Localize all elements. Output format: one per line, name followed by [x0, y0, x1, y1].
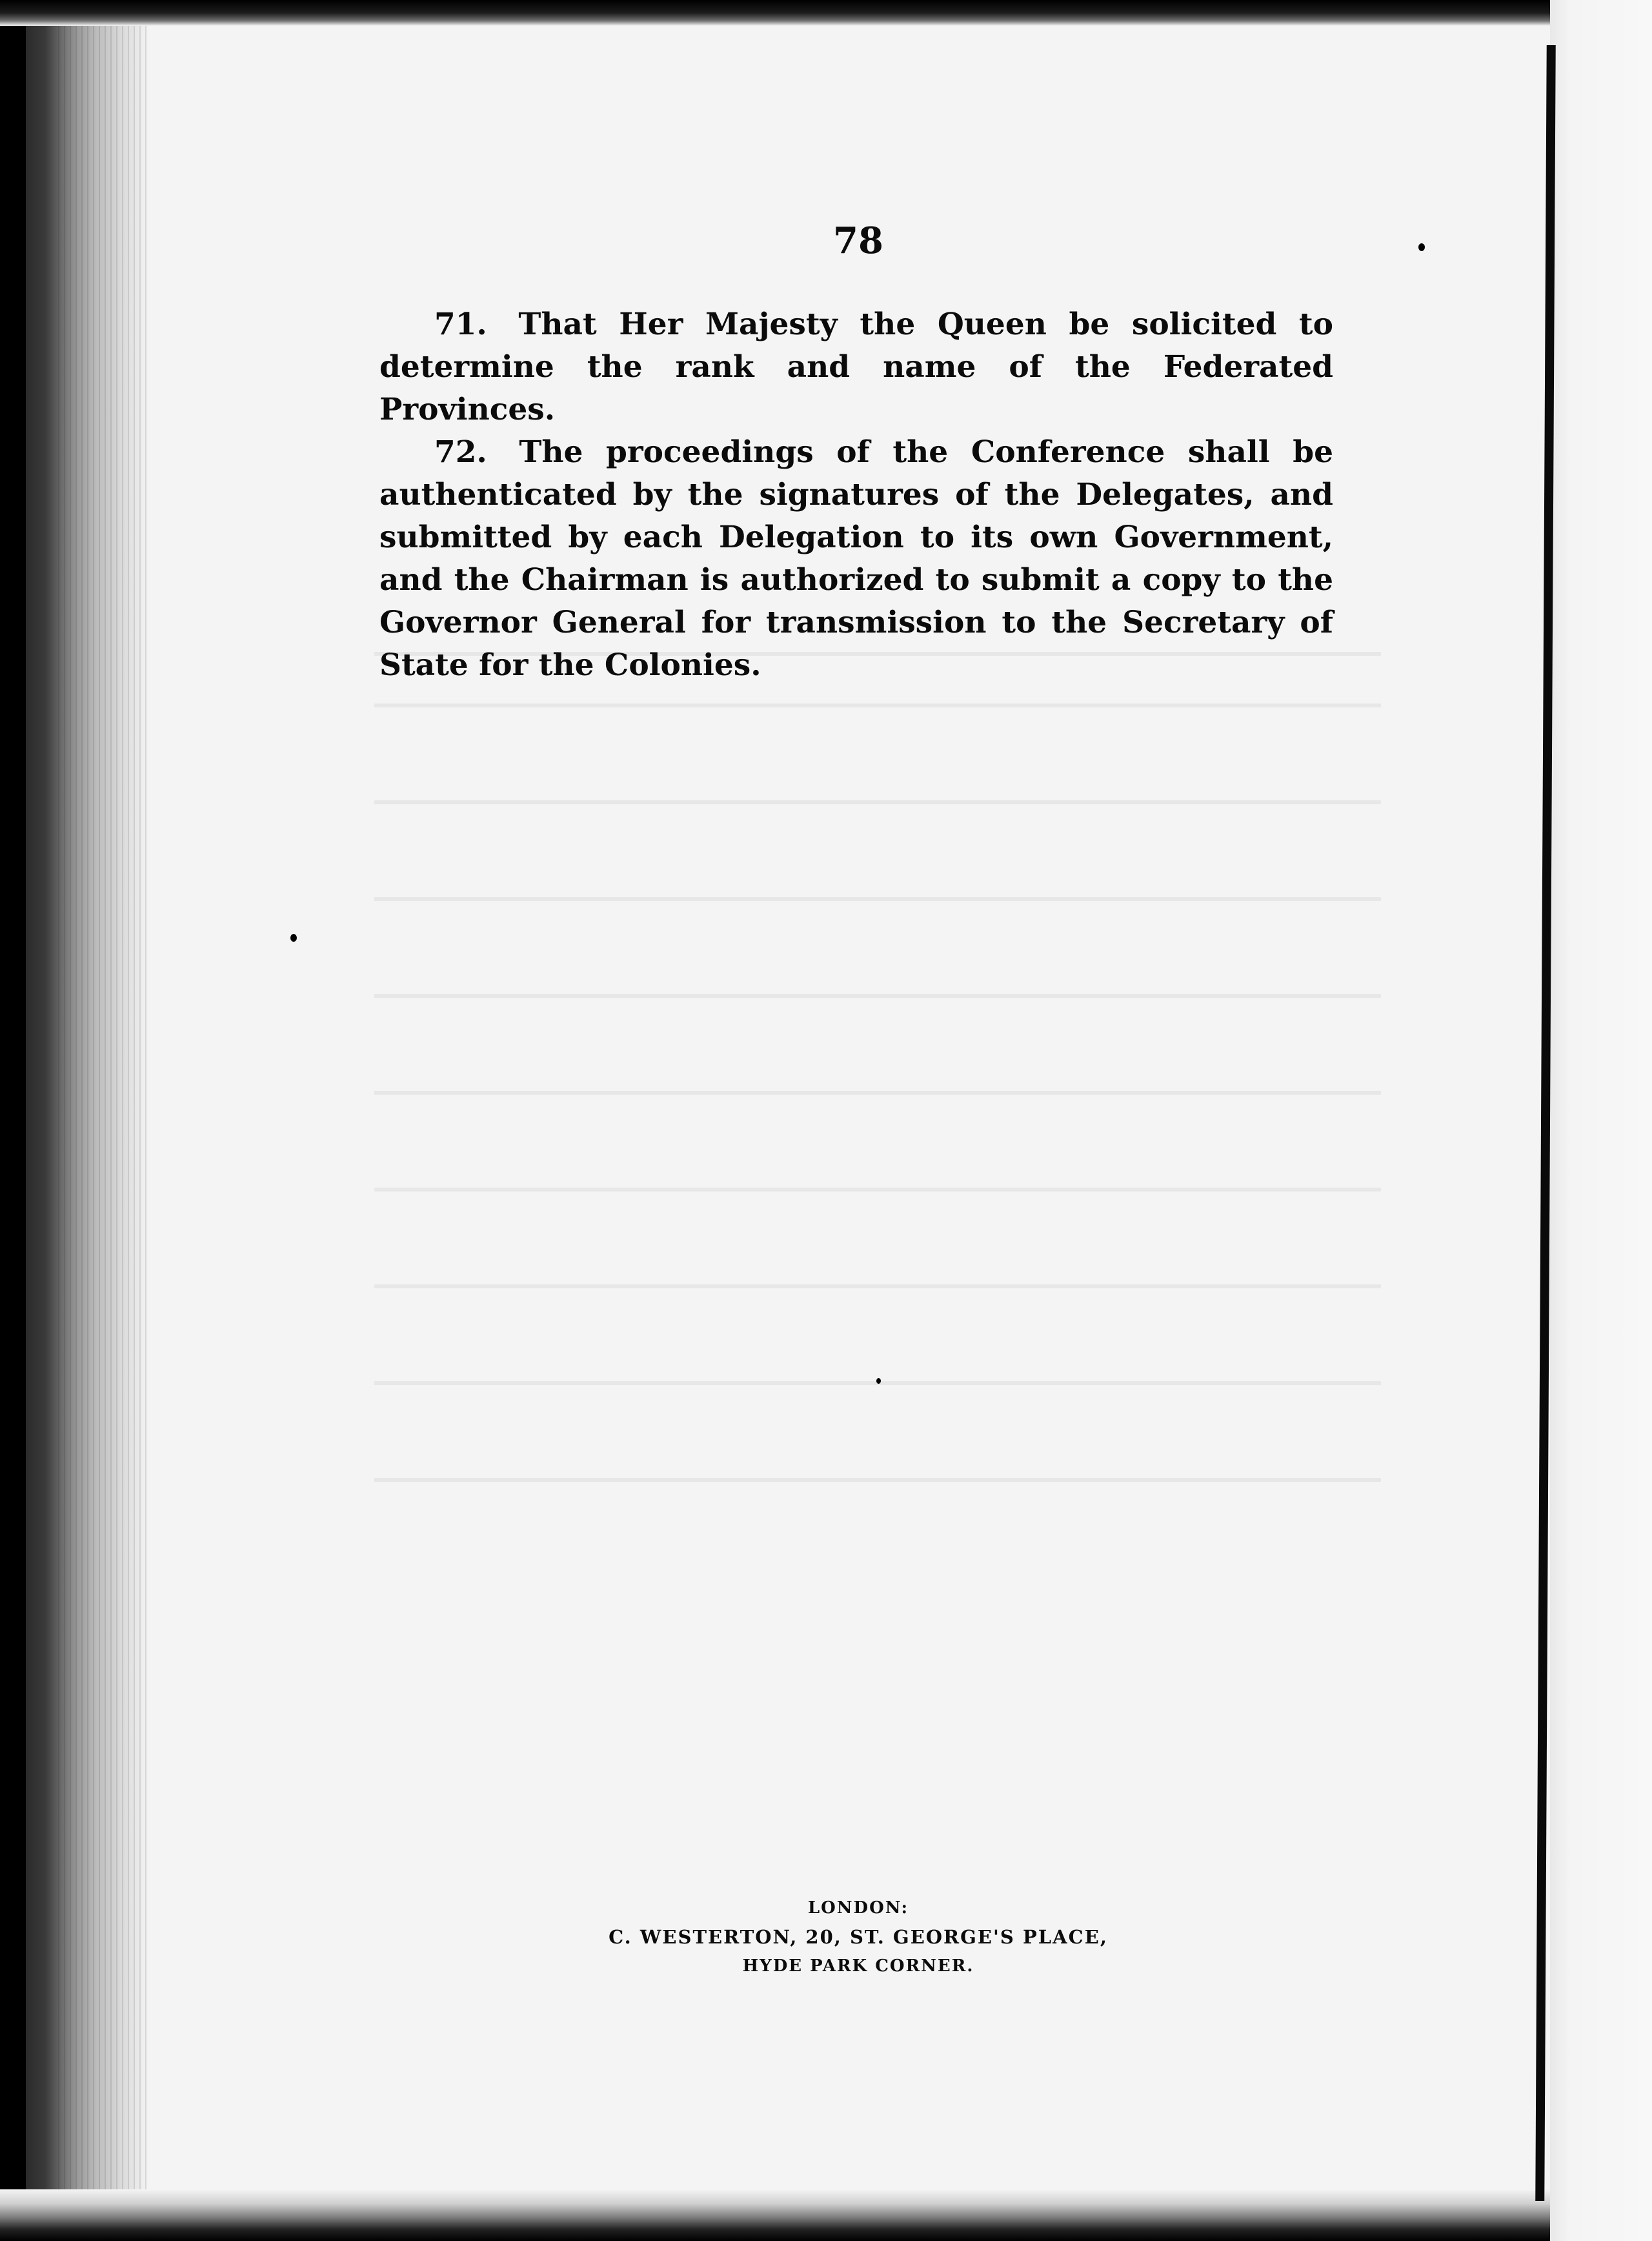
ink-speck	[876, 1378, 881, 1384]
scan-border-top	[0, 0, 1652, 26]
paragraph-text: That Her Majesty the Queen be solicited to determine the rank and name of the Federated Provinces.	[379, 307, 1333, 427]
colophon-address: HYDE PARK CORNER.	[742, 1956, 974, 1976]
bleed-through-line	[374, 1188, 1381, 1191]
colophon-printer: C. WESTERTON, 20, ST. GEORGE'S PLACE,	[609, 1926, 1108, 1948]
scan-border-bottom	[0, 2189, 1652, 2241]
bleed-through-line	[374, 1284, 1381, 1288]
page-number: 78	[833, 219, 883, 262]
bleed-through-line	[374, 1091, 1381, 1095]
bleed-through-line	[374, 994, 1381, 998]
paragraph-number: 71.	[434, 307, 487, 342]
ink-speck	[1418, 243, 1425, 251]
facing-page	[1550, 0, 1652, 2241]
bleed-through-line	[374, 1478, 1381, 1482]
ink-speck	[290, 934, 297, 942]
paragraph-text: The proceedings of the Conference shall be authenticated by the signatures of the Delegates, and submitted by each Delegation to its own Government, and the Chairman is authorized to submit a copy to the Governor General for transmission to the Secretary of State for the Colonies.	[379, 434, 1333, 683]
paragraph	[379, 303, 1333, 431]
bleed-through-line	[374, 800, 1381, 804]
scan-border-left	[0, 0, 26, 2241]
page-body	[379, 303, 1333, 687]
paragraph-number: 72.	[434, 434, 487, 470]
colophon-city: LONDON:	[807, 1898, 909, 1918]
bleed-through-line	[374, 704, 1381, 707]
bleed-through-line	[374, 897, 1381, 901]
page-stack-lines	[58, 0, 148, 2241]
paragraph	[379, 431, 1333, 687]
printer-colophon	[568, 1894, 1149, 1980]
